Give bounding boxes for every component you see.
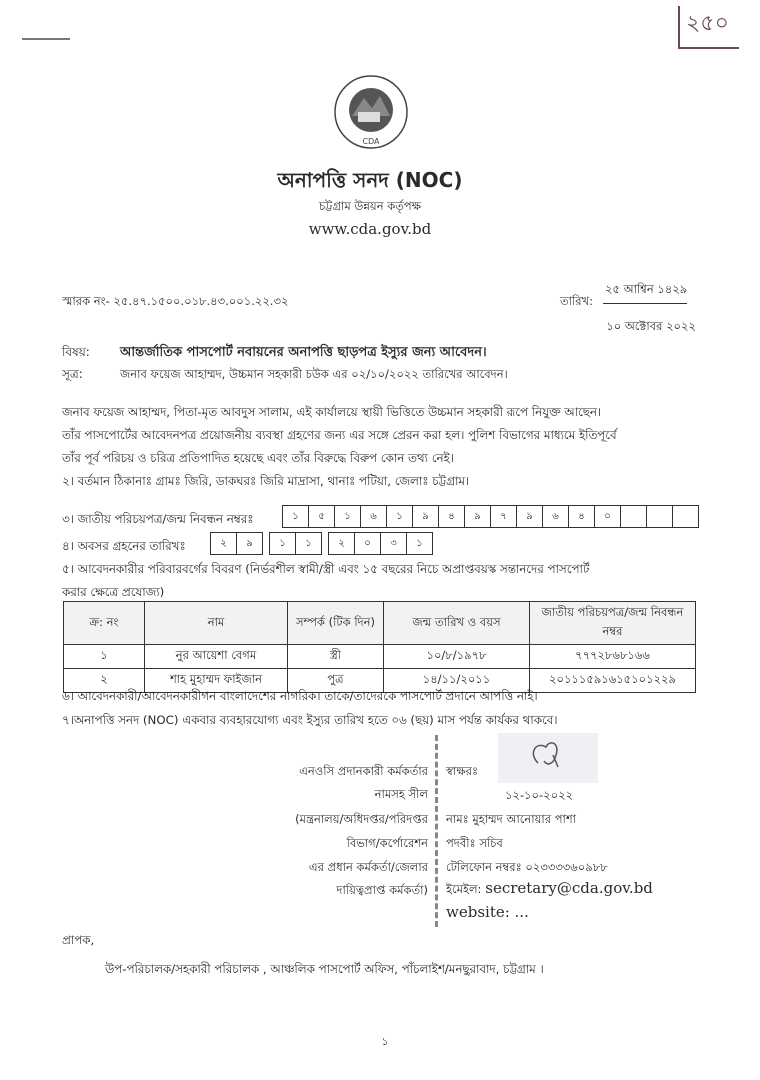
date-label: তারিখ: [560, 294, 594, 308]
nid-boxes [282, 505, 705, 528]
date-bangla: ২৫ আশ্বিন ১৪২৯ [603, 281, 687, 304]
nid-digit: ৬ [360, 505, 386, 528]
nid-digit: ৬ [542, 505, 568, 528]
nid-digit: ১ [282, 505, 308, 528]
nid-digit [620, 505, 646, 528]
col-birthdate: জন্ম তারিখ ও বয়স [384, 602, 530, 645]
retire-year-digit: ১ [406, 532, 432, 555]
signatory-designation: পদবীঃ সচিব [446, 836, 503, 850]
signatory-website: website: ... [446, 903, 529, 921]
body-line: তাঁর পাসপোর্টের আবেদনপত্র প্রয়োজনীয় ব্যবস্থা গ্রহণের জন্য এর সঙ্গে প্রেরন করা হল। পুলিশ বিভাগের মাধ্যমে ইতিপূর্বে [62, 428, 617, 442]
cell-birthdate: ১৪/১১/২০১১ [384, 669, 530, 693]
family-intro-cont: করার ক্ষেত্রে প্রযোজ্য) [62, 585, 165, 599]
col-nid: জাতীয় পরিচয়পত্র/জন্ম নিবন্ধন নম্বর [530, 602, 696, 645]
organization-name: চট্টগ্রাম উন্নয়ন কর্তৃপক্ষ [318, 199, 422, 213]
retire-year-digit: ০ [354, 532, 380, 555]
source-label: সূত্র: [62, 367, 83, 381]
nid-digit: ৪ [568, 505, 594, 528]
nid-digit: ০ [594, 505, 620, 528]
nid-label: ৩। জাতীয় পরিচয়পত্র/জন্ম নিবন্ধন নম্বরঃ [62, 512, 254, 526]
retirement-date-boxes [210, 532, 439, 555]
nid-digit: ৯ [464, 505, 490, 528]
scan-mark [22, 38, 70, 40]
signatory-left-line: এনওসি প্রদানকারী কর্মকর্তার [299, 764, 428, 778]
page-title: অনাপত্তি সনদ (NOC) [277, 168, 463, 192]
signature-label: স্বাক্ষরঃ [446, 764, 479, 778]
retire-year-digit: ৩ [380, 532, 406, 555]
handwritten-page-number: ২৫০ [678, 6, 739, 49]
svg-text:CDA: CDA [362, 137, 380, 146]
signature-image [498, 733, 598, 783]
email-address[interactable]: secretary@cda.gov.bd [485, 879, 653, 897]
retire-day-digit: ২ [210, 532, 236, 555]
col-name: নাম [145, 602, 288, 645]
nid-digit: ৫ [308, 505, 334, 528]
date-english: ১০ অক্টোবর ২০২২ [606, 319, 696, 333]
cell-serial: ১ [64, 645, 145, 669]
vertical-divider [435, 735, 438, 927]
table-row [64, 645, 696, 669]
cda-logo [332, 72, 410, 152]
cell-relation: স্ত্রী [288, 645, 384, 669]
source-text: জনাব ফয়েজ আহাম্মদ, উচ্চমান সহকারী চউক এর ০২/১০/২০২২ তারিখের আবেদন। [120, 367, 508, 381]
signatory-left-line: (মন্ত্রনালয়/অধিদপ্তর/পরিদপ্তর [295, 812, 428, 826]
cell-relation: পুত্র [288, 669, 384, 693]
body-line: জনাব ফয়েজ আহাম্মদ, পিতা-মৃত আবদুস সালাম, এই কার্যালয়ে স্থায়ী ভিত্তিতে উচ্চমান সহকারী রূপে নিযুক্ত আছেন। [62, 405, 602, 419]
nid-digit: ৪ [438, 505, 464, 528]
family-intro: ৫। আবেদনকারীর পরিবারবর্গের বিবরণ (নির্ভরশীল স্বামী/স্ত্রী এবং ১৫ বছরের নিচে অপ্রাপ্তবয়স্ক সন্তানদের পাসপোর্ট [62, 562, 590, 576]
retire-month-digit: ১ [295, 532, 321, 555]
signatory-left-line: নামসহ সীল [374, 787, 428, 801]
nid-digit: ৭ [490, 505, 516, 528]
cell-nid: ৭৭৭২৮৬৮১৬৬ [530, 645, 696, 669]
clause-7: ৭।অনাপত্তি সনদ (NOC) একবার ব্যবহারযোগ্য এবং ইস্যুর তারিখ হতে ০৬ (ছয়) মাস পর্যন্ত কার্যকর থাকবে। [62, 713, 558, 727]
signatory-left-line: বিভাগ/কর্পোরেশন [346, 836, 428, 850]
retire-month-digit: ১ [269, 532, 295, 555]
signatory-left-line: দায়িত্বপ্রাপ্ত কর্মকর্তা) [336, 883, 428, 897]
signatory-name: নামঃ মুহাম্মদ আনোয়ার পাশা [446, 812, 576, 826]
cell-serial: ২ [64, 669, 145, 693]
cell-name: নুর আয়েশা বেগম [145, 645, 288, 669]
retirement-label: ৪। অবসর গ্রহনের তারিখঃ [62, 539, 186, 553]
signatory-left-line: এর প্রধান কর্মকর্তা/জেলার [308, 860, 428, 874]
nid-digit [646, 505, 672, 528]
nid-digit: ১ [334, 505, 360, 528]
address-line: ২। বর্তমান ঠিকানাঃ গ্রামঃ জিরি, ডাকঘরঃ জিরি মাদ্রাসা, থানাঃ পটিয়া, জেলাঃ চট্টগ্রাম। [62, 474, 470, 488]
subject-text: আন্তর্জাতিক পাসপোর্ট নবায়নের অনাপত্তি ছাড়পত্র ইস্যুর জন্য আবেদন। [120, 345, 487, 360]
cell-name: শাহ মুহাম্মদ ফাইজান [145, 669, 288, 693]
nid-digit: ৯ [412, 505, 438, 528]
organization-website: www.cda.gov.bd [308, 220, 432, 238]
clause-6: ৬। আবেদনকারী/আবেদনকারীগন বাংলাদেশের নাগরিক। তাকে/তাদেরকে পাসপোর্ট প্রদানে আপত্তি নাই। [62, 689, 538, 703]
signatory-phone: টেলিফোন নম্বরঃ ০২৩৩৩৩৬০৯৮৮ [446, 860, 608, 874]
page-number: ১ [381, 1035, 389, 1048]
sign-date: ১২-১০-২০২২ [505, 788, 574, 802]
nid-digit: ১ [386, 505, 412, 528]
memo-ref: স্মারক নং- ২৫.৪৭.১৫০০.০১৮.৪৩.০০১.২২.৩২ [62, 294, 289, 308]
family-table [63, 601, 696, 693]
recipient-label: প্রাপক, [62, 933, 95, 947]
subject-label: বিষয়: [62, 345, 90, 359]
col-serial: ক্র: নং [64, 602, 145, 645]
signatory-email [446, 879, 653, 900]
table-header-row [64, 602, 696, 645]
retire-day-digit: ৯ [236, 532, 262, 555]
body-line: তাঁর পূর্ব পরিচয় ও চরিত্র প্রতিপাদিত হয়েছে এবং তাঁর বিরুদ্ধে বিরুপ কোন তথ্য নেই। [62, 451, 454, 465]
cell-nid: ২০১১১৫৯১৬১৫১০১২২৯ [530, 669, 696, 693]
col-relation: সম্পর্ক (টিক দিন) [288, 602, 384, 645]
cell-birthdate: ১০/৮/১৯৭৮ [384, 645, 530, 669]
nid-digit [672, 505, 698, 528]
nid-digit: ৯ [516, 505, 542, 528]
retire-year-digit: ২ [328, 532, 354, 555]
email-label: ইমেইল: [446, 882, 482, 896]
recipient-text: উপ-পরিচালক/সহকারী পরিচালক , আঞ্চলিক পাসপোর্ট অফিস, পাঁচলাইশ/মনছুরাবাদ, চট্টগ্রাম । [105, 962, 544, 976]
